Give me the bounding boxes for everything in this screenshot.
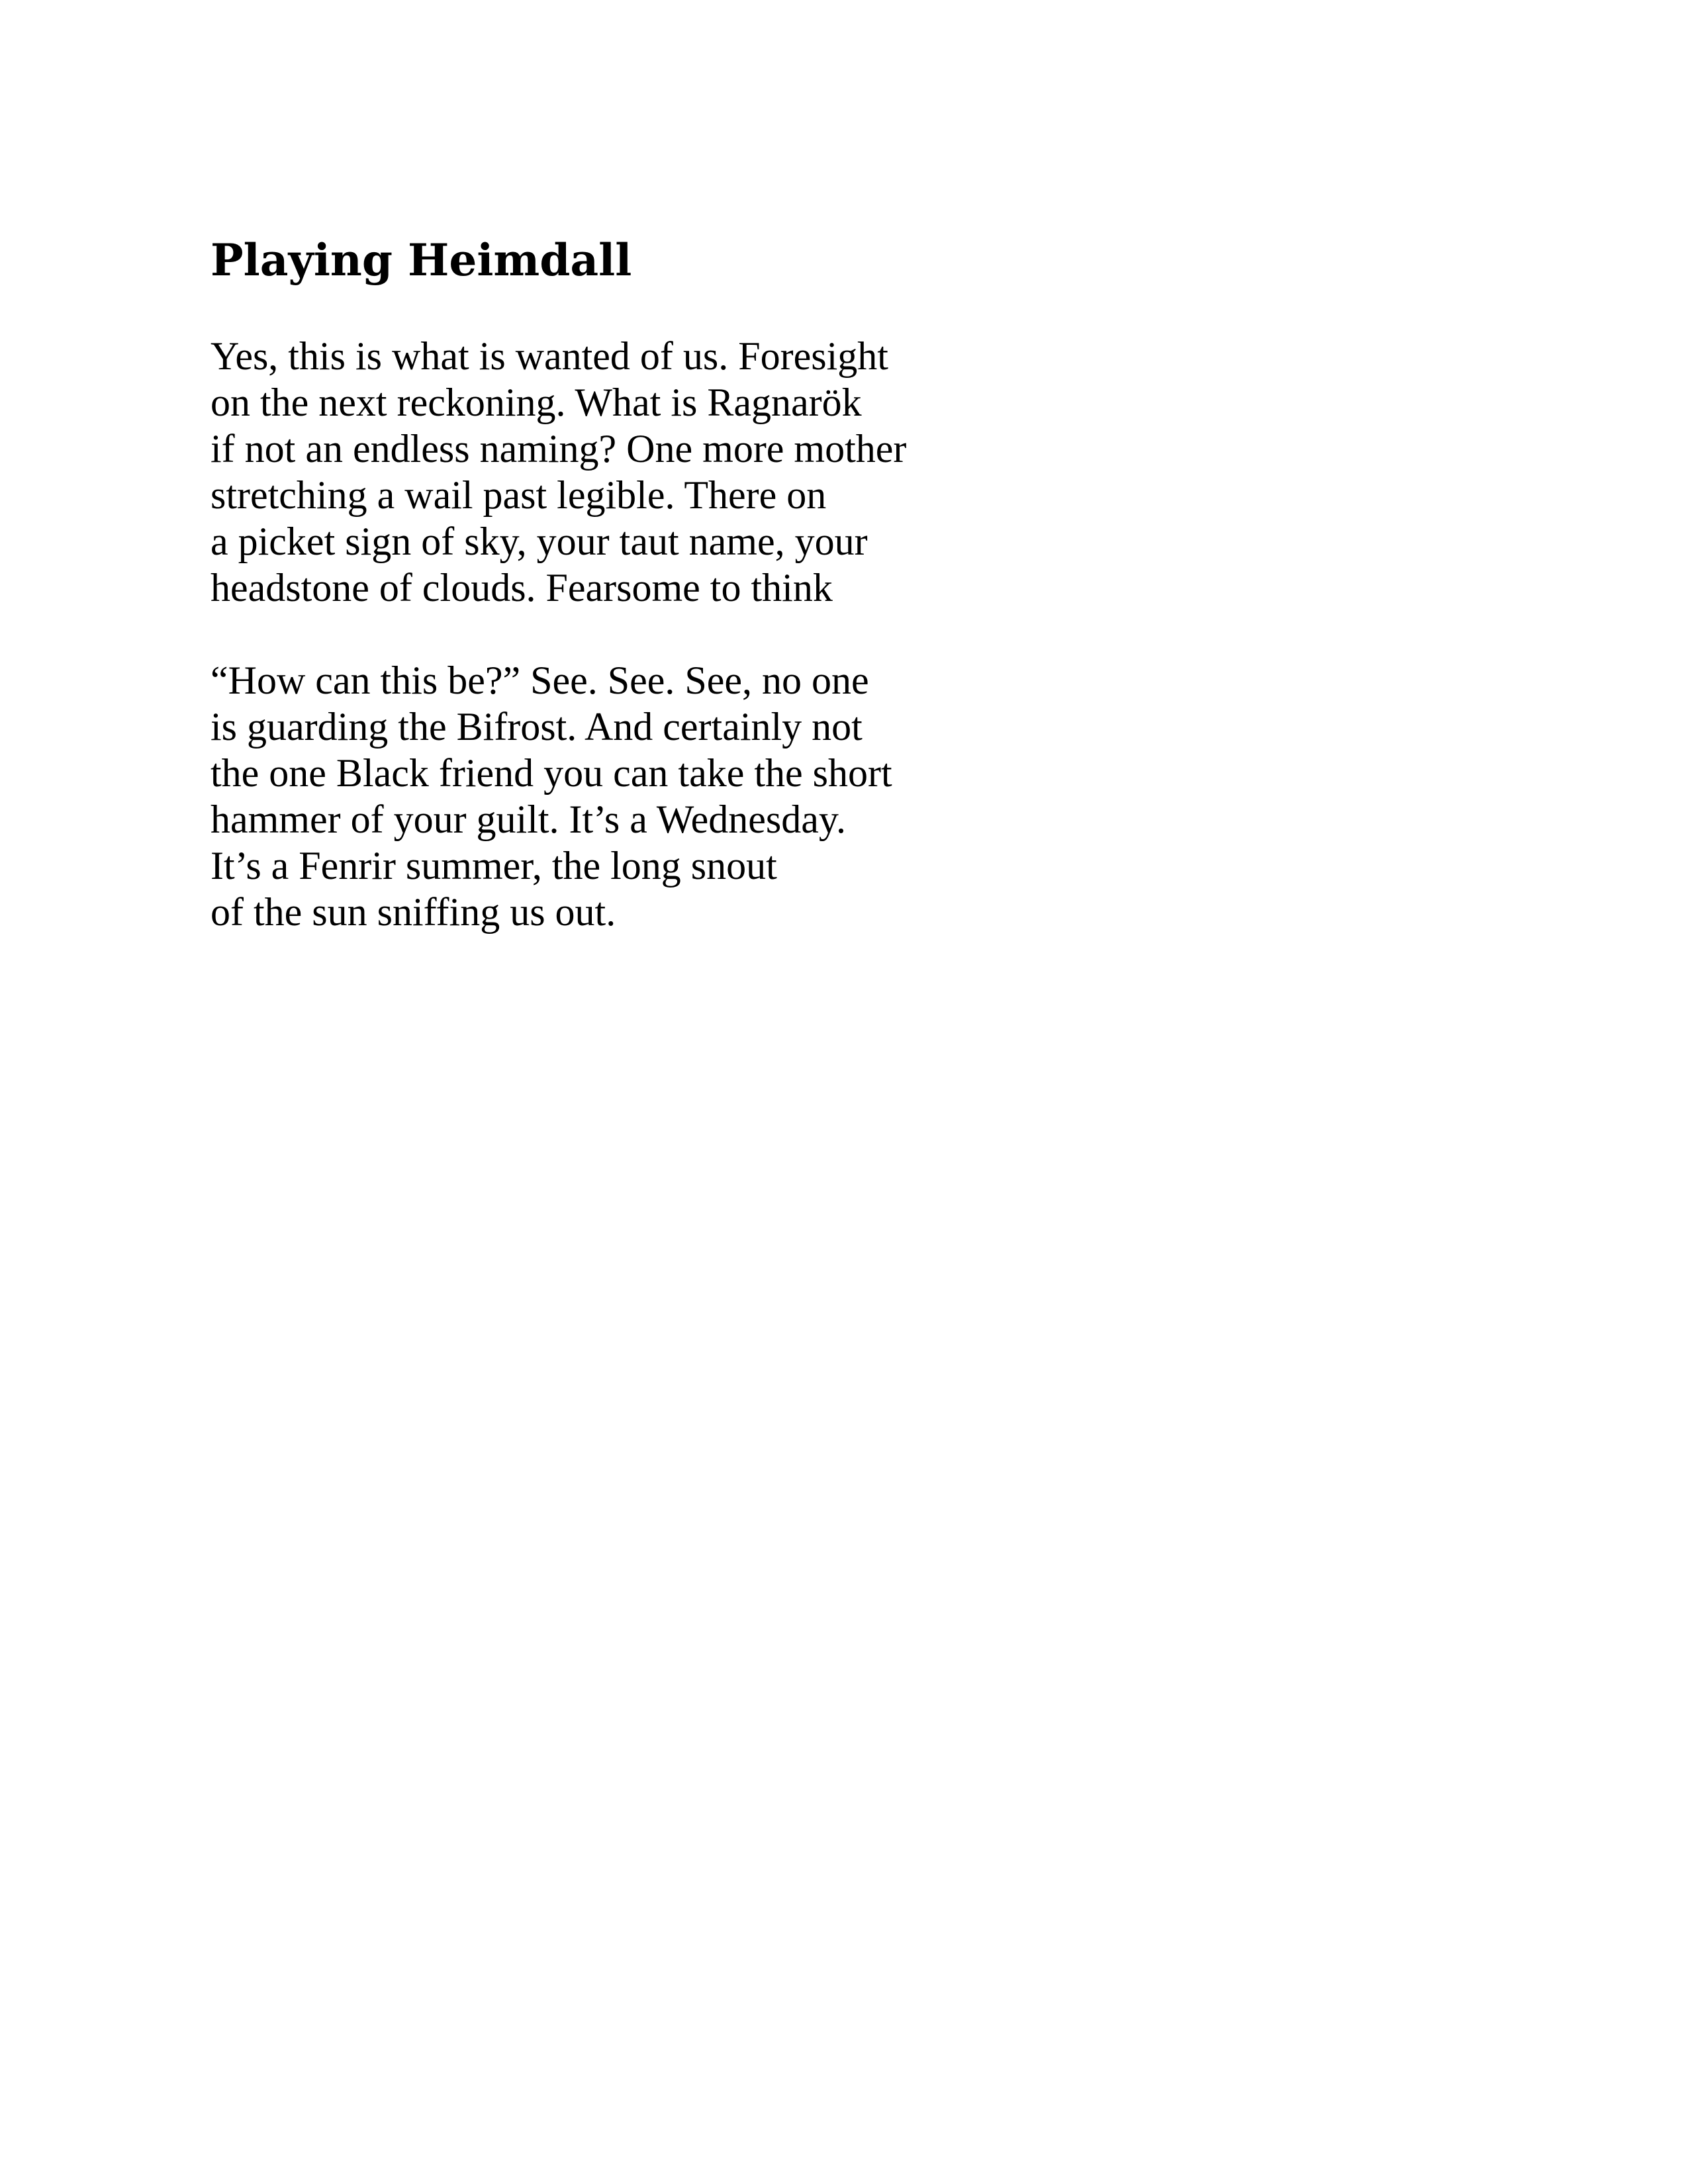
poem-line: Yes, this is what is wanted of us. Foresight bbox=[211, 334, 888, 378]
poem-line: “How can this be?” See. See. See, no one bbox=[211, 659, 869, 702]
poem-line: of the sun sniffing us out. bbox=[211, 890, 616, 934]
poem-title: Playing Heimdall bbox=[211, 234, 632, 286]
poem-line: the one Black friend you can take the short bbox=[211, 751, 892, 795]
poem-line: stretching a wail past legible. There on bbox=[211, 473, 827, 517]
poem bbox=[211, 224, 1468, 935]
poem-line: is guarding the Bifrost. And certainly not bbox=[211, 705, 863, 749]
poem-line: It’s a Fenrir summer, the long snout bbox=[211, 844, 777, 887]
poem-line: a picket sign of sky, your taut name, your bbox=[211, 520, 868, 563]
poem-line: hammer of your guilt. It’s a Wednesday. bbox=[211, 797, 846, 841]
stanza-1 bbox=[211, 333, 1468, 611]
stanza-2 bbox=[211, 657, 1468, 935]
poem-line: on the next reckoning. What is Ragnarök bbox=[211, 381, 862, 424]
poem-line: if not an endless naming? One more mother bbox=[211, 427, 907, 471]
poem-line: headstone of clouds. Fearsome to think bbox=[211, 566, 833, 610]
